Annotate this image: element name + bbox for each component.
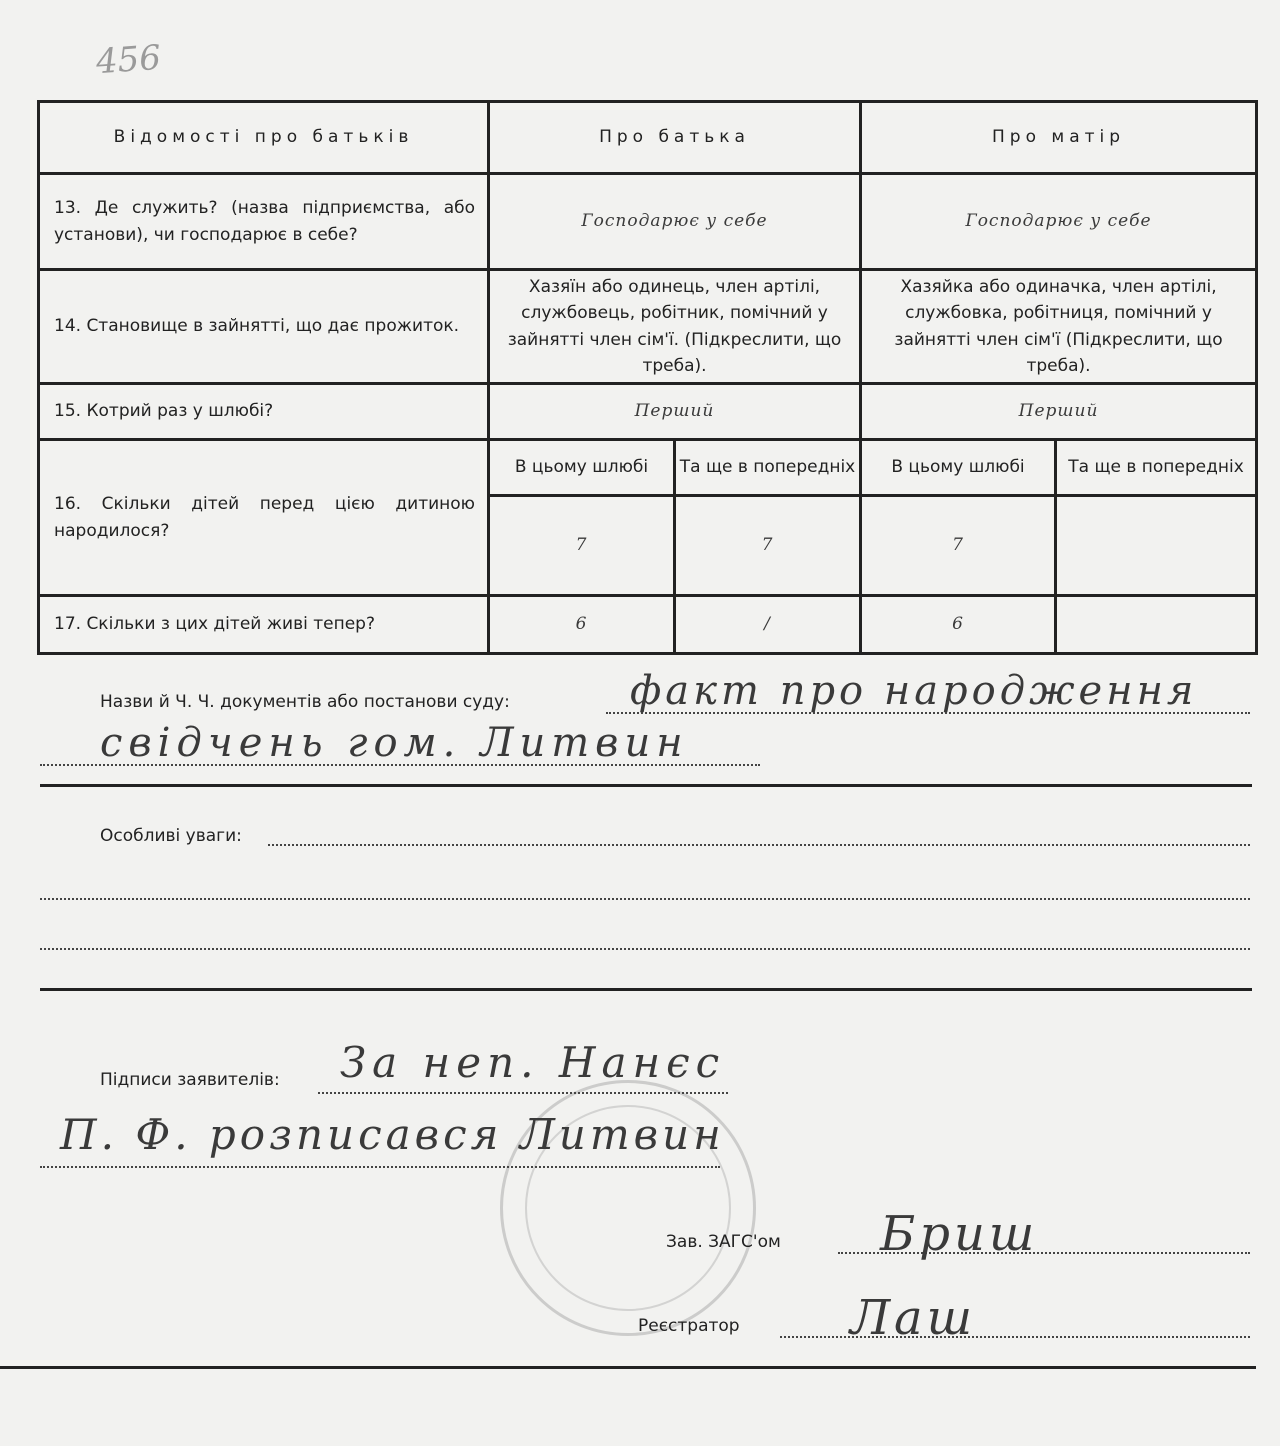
notes-line-2	[40, 898, 1250, 900]
answer-16-father-this: 7	[489, 496, 675, 596]
bottom-border	[0, 1366, 1256, 1369]
registrar-label: Реєстратор	[638, 1316, 740, 1336]
subheader-father-this-marriage: В цьому шлюбі	[489, 440, 675, 496]
question-14: 14. Становище в зайнятті, що дає прожиток.	[39, 270, 489, 384]
header-about-father: Про батька	[489, 102, 861, 174]
documents-handwriting-2: свідчень гом. Литвин	[100, 720, 689, 766]
signatures-handwriting-1: За неп. Нанєс	[340, 1038, 726, 1087]
subheader-father-previous: Та ще в попередніх	[675, 440, 861, 496]
question-17: 17. Скільки з цих дітей живі тепер?	[39, 596, 489, 654]
notes-line-1	[268, 844, 1250, 846]
subheader-mother-previous: Та ще в попередніх	[1056, 440, 1257, 496]
documents-label: Назви й Ч. Ч. документів або постанови суду:	[100, 692, 510, 712]
answer-17-mother-prev	[1056, 596, 1257, 654]
answer-17-father-this: 6	[489, 596, 675, 654]
header-about-mother: Про матір	[861, 102, 1257, 174]
answer-15-father: Перший	[489, 384, 861, 440]
signatures-label: Підписи заявителів:	[100, 1070, 280, 1090]
header-parents-info: Відомості про батьків	[39, 102, 489, 174]
zags-head-label: Зав. ЗАГС'ом	[666, 1232, 781, 1252]
answer-17-father-prev: /	[675, 596, 861, 654]
question-16: 16. Скільки дітей перед цією дитиною народилося?	[39, 440, 489, 596]
question-13: 13. Де служить? (назва підприємства, або установи), чи господарює в себе?	[39, 174, 489, 270]
registrar-signature: Лаш	[850, 1290, 977, 1346]
options-14-father: Хазяїн або одинець, член артілі, службовець, робітник, помічний у зайнятті член сім'ї. (Підкреслити, що треба).	[489, 270, 861, 384]
notes-divider	[40, 988, 1252, 991]
signatures-line-1	[318, 1092, 728, 1094]
answer-13-father: Господарює у себе	[489, 174, 861, 270]
parents-info-table	[37, 100, 1258, 655]
answer-15-mother: Перший	[861, 384, 1257, 440]
answer-16-mother-prev	[1056, 496, 1257, 596]
documents-handwriting-1: факт про народження	[630, 668, 1198, 714]
answer-16-father-prev: 7	[675, 496, 861, 596]
documents-divider	[40, 784, 1252, 787]
signatures-line-2	[40, 1166, 720, 1168]
corner-note: 456	[94, 37, 163, 83]
signatures-handwriting-2: П. Ф. розписався Литвин	[60, 1110, 725, 1159]
answer-16-mother-this: 7	[861, 496, 1056, 596]
question-15: 15. Котрий раз у шлюбі?	[39, 384, 489, 440]
options-14-mother: Хазяйка або одиначка, член артілі, службовка, робітниця, помічний у зайнятті член сім'ї (Підкреслити, що треба).	[861, 270, 1257, 384]
zags-signature: Бриш	[880, 1206, 1039, 1262]
answer-13-mother: Господарює у себе	[861, 174, 1257, 270]
answer-17-mother-this: 6	[861, 596, 1056, 654]
subheader-mother-this-marriage: В цьому шлюбі	[861, 440, 1056, 496]
notes-label: Особливі уваги:	[100, 826, 242, 846]
notes-line-3	[40, 948, 1250, 950]
